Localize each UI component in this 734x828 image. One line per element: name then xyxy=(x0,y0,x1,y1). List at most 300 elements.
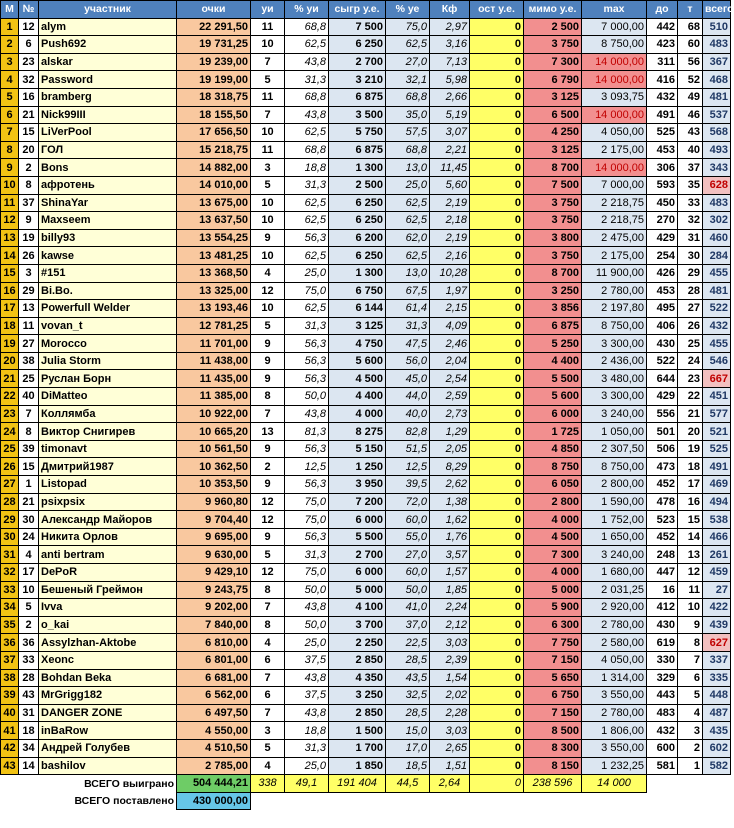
table-row xyxy=(1,300,731,318)
place-cell: 16 xyxy=(1,282,19,300)
t-cell: 33 xyxy=(678,194,703,212)
ui-cell: 13 xyxy=(251,423,285,441)
missed-cell: 7 300 xyxy=(524,53,582,71)
total-cell: 422 xyxy=(703,599,731,617)
place-cell: 4 xyxy=(1,71,19,89)
missed-cell: 4 000 xyxy=(524,511,582,529)
remaining-cell: 0 xyxy=(470,722,524,740)
total-cell: 337 xyxy=(703,651,731,669)
pct-ui-cell: 62,5 xyxy=(285,300,329,318)
before-cell: 248 xyxy=(647,546,678,564)
t-cell: 26 xyxy=(678,317,703,335)
missed-cell: 8 700 xyxy=(524,264,582,282)
total-cell: 335 xyxy=(703,669,731,687)
table-row xyxy=(1,634,731,652)
col-pct-ue-header: % уе xyxy=(386,1,430,19)
points-cell: 22 291,50 xyxy=(177,18,251,36)
pct-ue-cell: 60,0 xyxy=(386,511,430,529)
pct-ui-cell: 18,8 xyxy=(285,159,329,177)
missed-cell: 3 125 xyxy=(524,88,582,106)
place-cell: 26 xyxy=(1,458,19,476)
ui-cell: 8 xyxy=(251,388,285,406)
max-cell: 14 000,00 xyxy=(582,53,647,71)
t-cell: 35 xyxy=(678,176,703,194)
t-cell: 25 xyxy=(678,335,703,353)
ui-cell: 7 xyxy=(251,405,285,423)
pct-ue-cell: 35,0 xyxy=(386,106,430,124)
played-cell: 5 750 xyxy=(329,124,386,142)
col-kf-header: Кф xyxy=(430,1,470,19)
max-cell: 8 750,00 xyxy=(582,458,647,476)
remaining-cell: 0 xyxy=(470,476,524,494)
remaining-cell: 0 xyxy=(470,405,524,423)
before-cell: 453 xyxy=(647,282,678,300)
number-cell: 21 xyxy=(19,493,39,511)
ui-cell: 4 xyxy=(251,264,285,282)
participant-name: alskar xyxy=(39,53,177,71)
points-cell: 14 882,00 xyxy=(177,159,251,177)
pct-ue-cell: 13,0 xyxy=(386,264,430,282)
max-cell: 2 218,75 xyxy=(582,194,647,212)
pct-ue-cell: 22,5 xyxy=(386,634,430,652)
missed-cell: 5 600 xyxy=(524,388,582,406)
kf-cell: 2,59 xyxy=(430,388,470,406)
before-cell: 501 xyxy=(647,423,678,441)
kf-cell: 1,54 xyxy=(430,669,470,687)
total-cell: 537 xyxy=(703,106,731,124)
total-cell: 481 xyxy=(703,282,731,300)
t-cell: 18 xyxy=(678,458,703,476)
played-cell: 2 850 xyxy=(329,651,386,669)
missed-cell: 3 750 xyxy=(524,247,582,265)
pct-ui-cell: 25,0 xyxy=(285,634,329,652)
max-cell: 2 436,00 xyxy=(582,352,647,370)
number-cell: 12 xyxy=(19,18,39,36)
remaining-cell: 0 xyxy=(470,124,524,142)
ui-cell: 5 xyxy=(251,317,285,335)
won-value: 504 444,21 xyxy=(177,775,251,793)
table-row xyxy=(1,106,731,124)
missed-cell: 4 000 xyxy=(524,564,582,582)
total-cell: 577 xyxy=(703,405,731,423)
pct-ue-cell: 37,0 xyxy=(386,616,430,634)
participant-name: Ivva xyxy=(39,599,177,617)
total-cell: 667 xyxy=(703,370,731,388)
before-cell: 619 xyxy=(647,634,678,652)
t-cell: 40 xyxy=(678,141,703,159)
ui-cell: 9 xyxy=(251,440,285,458)
pct-ue-cell: 44,0 xyxy=(386,388,430,406)
missed-cell: 1 725 xyxy=(524,423,582,441)
pct-ui-cell: 56,3 xyxy=(285,370,329,388)
ui-cell: 9 xyxy=(251,352,285,370)
participant-name: Bons xyxy=(39,159,177,177)
t-cell: 5 xyxy=(678,687,703,705)
kf-cell: 1,62 xyxy=(430,511,470,529)
participant-name: kawse xyxy=(39,247,177,265)
participant-name: alym xyxy=(39,18,177,36)
kf-cell: 2,62 xyxy=(430,476,470,494)
number-cell: 4 xyxy=(19,546,39,564)
pct-ui-cell: 25,0 xyxy=(285,757,329,775)
before-cell: 581 xyxy=(647,757,678,775)
total-cell: 466 xyxy=(703,528,731,546)
total-cell: 261 xyxy=(703,546,731,564)
number-cell: 15 xyxy=(19,124,39,142)
pct-ue-cell: 51,5 xyxy=(386,440,430,458)
col-participant-header: участник xyxy=(39,1,177,19)
total-pue: 44,5 xyxy=(386,775,430,793)
missed-cell: 8 700 xyxy=(524,159,582,177)
participant-name: #151 xyxy=(39,264,177,282)
total-cell: 568 xyxy=(703,124,731,142)
table-row xyxy=(1,141,731,159)
number-cell: 5 xyxy=(19,599,39,617)
played-cell: 5 150 xyxy=(329,440,386,458)
place-cell: 7 xyxy=(1,124,19,142)
before-cell: 491 xyxy=(647,106,678,124)
col-place-header: М xyxy=(1,1,19,19)
played-cell: 6 250 xyxy=(329,247,386,265)
pct-ui-cell: 31,3 xyxy=(285,739,329,757)
remaining-cell: 0 xyxy=(470,141,524,159)
place-cell: 14 xyxy=(1,247,19,265)
kf-cell: 1,97 xyxy=(430,282,470,300)
remaining-cell: 0 xyxy=(470,176,524,194)
table-row xyxy=(1,53,731,71)
before-cell: 432 xyxy=(647,722,678,740)
place-cell: 36 xyxy=(1,634,19,652)
place-cell: 8 xyxy=(1,141,19,159)
pct-ui-cell: 68,8 xyxy=(285,18,329,36)
kf-cell: 2,21 xyxy=(430,141,470,159)
played-cell: 4 100 xyxy=(329,599,386,617)
col-total-header: всего xyxy=(703,1,731,19)
kf-cell: 2,04 xyxy=(430,352,470,370)
max-cell: 2 800,00 xyxy=(582,476,647,494)
pct-ui-cell: 75,0 xyxy=(285,493,329,511)
remaining-cell: 0 xyxy=(470,264,524,282)
pct-ue-cell: 28,5 xyxy=(386,704,430,722)
pct-ui-cell: 56,3 xyxy=(285,352,329,370)
total-cell: 284 xyxy=(703,247,731,265)
participant-name: DiMatteo xyxy=(39,388,177,406)
missed-cell: 5 500 xyxy=(524,370,582,388)
pct-ue-cell: 28,5 xyxy=(386,651,430,669)
pct-ui-cell: 31,3 xyxy=(285,176,329,194)
participant-name: psixpsix xyxy=(39,493,177,511)
pct-ui-cell: 37,5 xyxy=(285,651,329,669)
ui-cell: 8 xyxy=(251,581,285,599)
total-cell: 546 xyxy=(703,352,731,370)
place-cell: 25 xyxy=(1,440,19,458)
participant-name: Дмитрий1987 xyxy=(39,458,177,476)
missed-cell: 6 000 xyxy=(524,405,582,423)
place-cell: 13 xyxy=(1,229,19,247)
t-cell: 30 xyxy=(678,247,703,265)
played-cell: 7 500 xyxy=(329,18,386,36)
before-cell: 430 xyxy=(647,616,678,634)
points-cell: 19 239,00 xyxy=(177,53,251,71)
col-pct-ui-header: % уи xyxy=(285,1,329,19)
before-cell: 478 xyxy=(647,493,678,511)
participant-name: Morocco xyxy=(39,335,177,353)
place-cell: 43 xyxy=(1,757,19,775)
max-cell: 3 550,00 xyxy=(582,739,647,757)
t-cell: 22 xyxy=(678,388,703,406)
t-cell: 29 xyxy=(678,264,703,282)
place-cell: 40 xyxy=(1,704,19,722)
pct-ui-cell: 43,8 xyxy=(285,53,329,71)
t-cell: 31 xyxy=(678,229,703,247)
points-cell: 7 840,00 xyxy=(177,616,251,634)
t-cell: 37 xyxy=(678,159,703,177)
total-cell: 628 xyxy=(703,176,731,194)
pct-ui-cell: 62,5 xyxy=(285,124,329,142)
played-cell: 3 950 xyxy=(329,476,386,494)
played-cell: 1 300 xyxy=(329,264,386,282)
points-cell: 4 550,00 xyxy=(177,722,251,740)
table-row xyxy=(1,229,731,247)
total-cell: 494 xyxy=(703,493,731,511)
missed-cell: 3 800 xyxy=(524,229,582,247)
pct-ui-cell: 43,8 xyxy=(285,599,329,617)
place-cell: 10 xyxy=(1,176,19,194)
points-cell: 17 656,50 xyxy=(177,124,251,142)
participant-name: anti bertram xyxy=(39,546,177,564)
before-cell: 429 xyxy=(647,388,678,406)
place-cell: 27 xyxy=(1,476,19,494)
total-cell: 582 xyxy=(703,757,731,775)
max-cell: 2 780,00 xyxy=(582,282,647,300)
points-cell: 12 781,25 xyxy=(177,317,251,335)
number-cell: 18 xyxy=(19,722,39,740)
number-cell: 10 xyxy=(19,581,39,599)
remaining-cell: 0 xyxy=(470,159,524,177)
remaining-cell: 0 xyxy=(470,317,524,335)
kf-cell: 2,16 xyxy=(430,247,470,265)
pct-ui-cell: 56,3 xyxy=(285,528,329,546)
place-cell: 17 xyxy=(1,300,19,318)
missed-cell: 5 900 xyxy=(524,599,582,617)
ui-cell: 9 xyxy=(251,528,285,546)
missed-cell: 3 750 xyxy=(524,36,582,54)
max-cell: 2 780,00 xyxy=(582,704,647,722)
max-cell: 14 000,00 xyxy=(582,71,647,89)
place-cell: 20 xyxy=(1,352,19,370)
kf-cell: 3,03 xyxy=(430,722,470,740)
kf-cell: 2,66 xyxy=(430,88,470,106)
max-cell: 14 000,00 xyxy=(582,106,647,124)
participant-name: Push692 xyxy=(39,36,177,54)
participant-name: vovan_t xyxy=(39,317,177,335)
max-cell: 3 093,75 xyxy=(582,88,647,106)
max-cell: 3 300,00 xyxy=(582,388,647,406)
ui-cell: 10 xyxy=(251,124,285,142)
missed-cell: 7 750 xyxy=(524,634,582,652)
missed-cell: 3 750 xyxy=(524,194,582,212)
number-cell: 8 xyxy=(19,423,39,441)
place-cell: 19 xyxy=(1,335,19,353)
number-cell: 11 xyxy=(19,317,39,335)
table-row xyxy=(1,405,731,423)
ui-cell: 4 xyxy=(251,634,285,652)
before-cell: 473 xyxy=(647,458,678,476)
number-cell: 8 xyxy=(19,176,39,194)
participant-name: Александр Майоров xyxy=(39,511,177,529)
participant-name: Bi.Bo. xyxy=(39,282,177,300)
kf-cell: 2,65 xyxy=(430,739,470,757)
points-cell: 9 695,00 xyxy=(177,528,251,546)
ui-cell: 7 xyxy=(251,704,285,722)
remaining-cell: 0 xyxy=(470,739,524,757)
place-cell: 6 xyxy=(1,106,19,124)
pct-ui-cell: 12,5 xyxy=(285,458,329,476)
points-cell: 9 243,75 xyxy=(177,581,251,599)
max-cell: 3 550,00 xyxy=(582,687,647,705)
total-cell: 538 xyxy=(703,511,731,529)
played-cell: 2 700 xyxy=(329,546,386,564)
played-cell: 6 250 xyxy=(329,36,386,54)
points-cell: 11 701,00 xyxy=(177,335,251,353)
max-cell: 3 480,00 xyxy=(582,370,647,388)
pct-ue-cell: 47,5 xyxy=(386,335,430,353)
place-cell: 28 xyxy=(1,493,19,511)
place-cell: 39 xyxy=(1,687,19,705)
pct-ui-cell: 18,8 xyxy=(285,722,329,740)
ui-cell: 6 xyxy=(251,687,285,705)
t-cell: 17 xyxy=(678,476,703,494)
ui-cell: 9 xyxy=(251,476,285,494)
remaining-cell: 0 xyxy=(470,18,524,36)
table-row xyxy=(1,71,731,89)
total-cell: 493 xyxy=(703,141,731,159)
table-row xyxy=(1,247,731,265)
points-cell: 10 665,20 xyxy=(177,423,251,441)
missed-cell: 7 300 xyxy=(524,546,582,564)
pct-ui-cell: 43,8 xyxy=(285,405,329,423)
t-cell: 4 xyxy=(678,704,703,722)
total-cell: 27 xyxy=(703,581,731,599)
remaining-cell: 0 xyxy=(470,229,524,247)
pct-ue-cell: 12,5 xyxy=(386,458,430,476)
staked-label: ВСЕГО поставлено xyxy=(74,795,174,808)
played-cell: 6 200 xyxy=(329,229,386,247)
t-cell: 19 xyxy=(678,440,703,458)
pct-ue-cell: 32,1 xyxy=(386,71,430,89)
kf-cell: 1,38 xyxy=(430,493,470,511)
t-cell: 68 xyxy=(678,18,703,36)
ui-cell: 4 xyxy=(251,757,285,775)
kf-cell: 3,03 xyxy=(430,634,470,652)
place-cell: 42 xyxy=(1,739,19,757)
table-row xyxy=(1,282,731,300)
total-cell: 455 xyxy=(703,264,731,282)
missed-cell: 4 250 xyxy=(524,124,582,142)
played-cell: 6 750 xyxy=(329,282,386,300)
number-cell: 7 xyxy=(19,405,39,423)
pct-ue-cell: 50,0 xyxy=(386,581,430,599)
max-cell: 1 590,00 xyxy=(582,493,647,511)
played-cell: 2 850 xyxy=(329,704,386,722)
played-cell: 5 500 xyxy=(329,528,386,546)
remaining-cell: 0 xyxy=(470,352,524,370)
kf-cell: 5,19 xyxy=(430,106,470,124)
ui-cell: 10 xyxy=(251,247,285,265)
before-cell: 432 xyxy=(647,88,678,106)
total-max: 14 000 xyxy=(582,775,647,793)
total-cell: 469 xyxy=(703,476,731,494)
pct-ue-cell: 62,5 xyxy=(386,212,430,230)
table-row xyxy=(1,564,731,582)
table-row xyxy=(1,423,731,441)
t-cell: 27 xyxy=(678,300,703,318)
total-miss: 238 596 xyxy=(524,775,582,793)
participant-name: Xeonc xyxy=(39,651,177,669)
points-cell: 13 325,00 xyxy=(177,282,251,300)
max-cell: 7 000,00 xyxy=(582,176,647,194)
pct-ui-cell: 31,3 xyxy=(285,317,329,335)
pct-ue-cell: 62,0 xyxy=(386,229,430,247)
t-cell: 13 xyxy=(678,546,703,564)
points-cell: 6 801,00 xyxy=(177,651,251,669)
played-cell: 2 250 xyxy=(329,634,386,652)
total-cell: 343 xyxy=(703,159,731,177)
participant-name: MrGrigg182 xyxy=(39,687,177,705)
pct-ui-cell: 56,3 xyxy=(285,440,329,458)
before-cell: 556 xyxy=(647,405,678,423)
max-cell: 3 300,00 xyxy=(582,335,647,353)
ui-cell: 3 xyxy=(251,159,285,177)
played-cell: 6 875 xyxy=(329,141,386,159)
number-cell: 2 xyxy=(19,159,39,177)
table-row xyxy=(1,599,731,617)
col-ui-header: уи xyxy=(251,1,285,19)
pct-ue-cell: 43,5 xyxy=(386,669,430,687)
remaining-cell: 0 xyxy=(470,616,524,634)
missed-cell: 2 800 xyxy=(524,493,582,511)
place-cell: 38 xyxy=(1,669,19,687)
before-cell: 330 xyxy=(647,651,678,669)
number-cell: 14 xyxy=(19,757,39,775)
before-cell: 423 xyxy=(647,36,678,54)
points-cell: 18 155,50 xyxy=(177,106,251,124)
pct-ui-cell: 56,3 xyxy=(285,335,329,353)
kf-cell: 10,28 xyxy=(430,264,470,282)
before-cell: 430 xyxy=(647,335,678,353)
points-cell: 11 385,00 xyxy=(177,388,251,406)
number-cell: 2 xyxy=(19,616,39,634)
number-cell: 32 xyxy=(19,71,39,89)
participant-name: DePoR xyxy=(39,564,177,582)
missed-cell: 4 500 xyxy=(524,528,582,546)
played-cell: 2 700 xyxy=(329,53,386,71)
pct-ue-cell: 72,0 xyxy=(386,493,430,511)
max-cell: 7 000,00 xyxy=(582,18,647,36)
place-cell: 12 xyxy=(1,212,19,230)
points-cell: 18 318,75 xyxy=(177,88,251,106)
pct-ui-cell: 75,0 xyxy=(285,511,329,529)
t-cell: 20 xyxy=(678,423,703,441)
number-cell: 33 xyxy=(19,651,39,669)
number-cell: 28 xyxy=(19,669,39,687)
table-row xyxy=(1,88,731,106)
played-cell: 1 500 xyxy=(329,722,386,740)
remaining-cell: 0 xyxy=(470,300,524,318)
missed-cell: 6 300 xyxy=(524,616,582,634)
table-row xyxy=(1,651,731,669)
number-cell: 37 xyxy=(19,194,39,212)
